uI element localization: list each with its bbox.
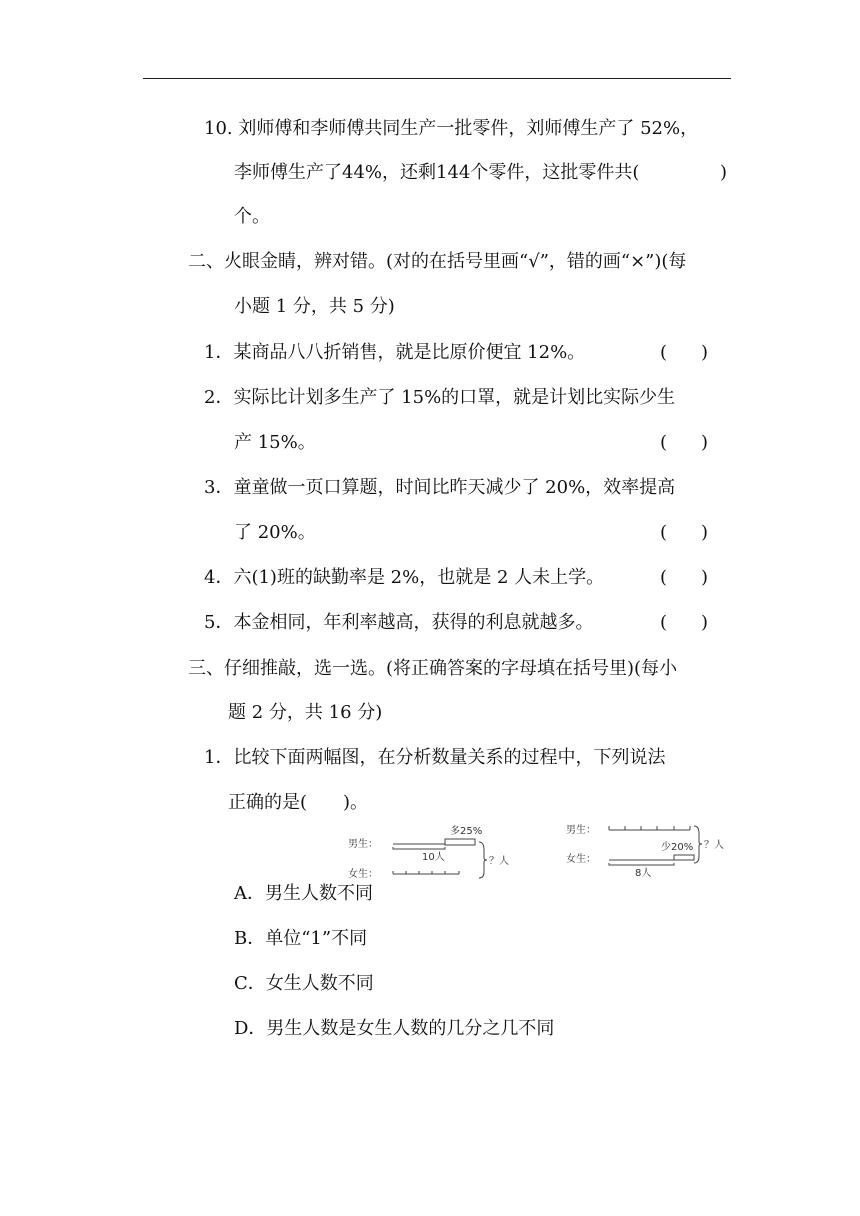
section2-heading-line2: 小题 1 分，共 5 分) bbox=[234, 296, 395, 317]
section3-q1-line1: 1．比较下面两幅图，在分析数量关系的过程中，下列说法 bbox=[204, 747, 666, 768]
diagram-right-less-label: 少20% bbox=[661, 842, 694, 853]
section2-item3-line2: 了 20%。 bbox=[234, 522, 316, 543]
option-c[interactable]: C．女生人数不同 bbox=[234, 973, 374, 994]
section2-item2-line1: 2．实际比计划多生产了 15%的口罩，就是计划比实际少生 bbox=[204, 387, 676, 408]
answer-paren-4[interactable]: ( ) bbox=[660, 567, 709, 588]
segment-diagram-left bbox=[344, 822, 520, 882]
diagram-left-boy-label: 男生： bbox=[348, 839, 378, 850]
q10-line1: 10. 刘师傅和李师傅共同生产一批零件，刘师傅生产了 52%， bbox=[204, 118, 699, 139]
section2-item1: 1．某商品八八折销售，就是比原价便宜 12%。 bbox=[204, 342, 586, 363]
diagram-right-girl-label: 女生： bbox=[566, 854, 596, 865]
diagram-left-question-label: ？人 bbox=[489, 856, 509, 867]
option-a[interactable]: A．男生人数不同 bbox=[234, 883, 373, 904]
answer-paren-1[interactable]: ( ) bbox=[660, 342, 709, 363]
answer-paren-2[interactable]: ( ) bbox=[660, 432, 709, 453]
diagram-right-question-label: ？人 bbox=[704, 840, 724, 851]
top-rule bbox=[143, 78, 731, 79]
diagram-left-amount-label: 10人 bbox=[422, 852, 445, 863]
option-d[interactable]: D．男生人数是女生人数的几分之几不同 bbox=[234, 1018, 555, 1039]
segment-diagram-right bbox=[562, 818, 738, 880]
diagram-left-girl-label: 女生： bbox=[348, 869, 378, 880]
diagram-right-amount-label: 8人 bbox=[635, 868, 652, 879]
section3-heading-line2: 题 2 分，共 16 分) bbox=[228, 702, 383, 723]
answer-paren-3[interactable]: ( ) bbox=[660, 522, 709, 543]
diagram-right-boy-label: 男生： bbox=[566, 825, 596, 836]
section2-item2-line2: 产 15%。 bbox=[234, 432, 316, 453]
section2-heading-line1: 二、火眼金睛，辨对错。(对的在括号里画“√”，错的画“×”)(每 bbox=[188, 251, 687, 272]
q10-answer-close: ) bbox=[720, 162, 728, 183]
section2-item3-line1: 3．童童做一页口算题，时间比昨天减少了 20%，效率提高 bbox=[204, 477, 676, 498]
q10-line3: 个。 bbox=[234, 206, 270, 227]
section3-heading-line1: 三、仔细推敲，选一选。(将正确答案的字母填在括号里)(每小 bbox=[188, 658, 678, 679]
answer-paren-5[interactable]: ( ) bbox=[660, 612, 709, 633]
option-b[interactable]: B．单位“1”不同 bbox=[234, 928, 368, 949]
section2-item5: 5．本金相同，年利率越高，获得的利息就越多。 bbox=[204, 612, 594, 633]
section2-item4: 4．六(1)班的缺勤率是 2%，也就是 2 人未上学。 bbox=[204, 567, 605, 588]
q10-line2: 李师傅生产了44%，还剩144个零件，这批零件共( bbox=[234, 162, 640, 183]
diagram-left-more-label: 多25% bbox=[450, 826, 483, 837]
section3-q1-line2: 正确的是( )。 bbox=[228, 792, 369, 813]
